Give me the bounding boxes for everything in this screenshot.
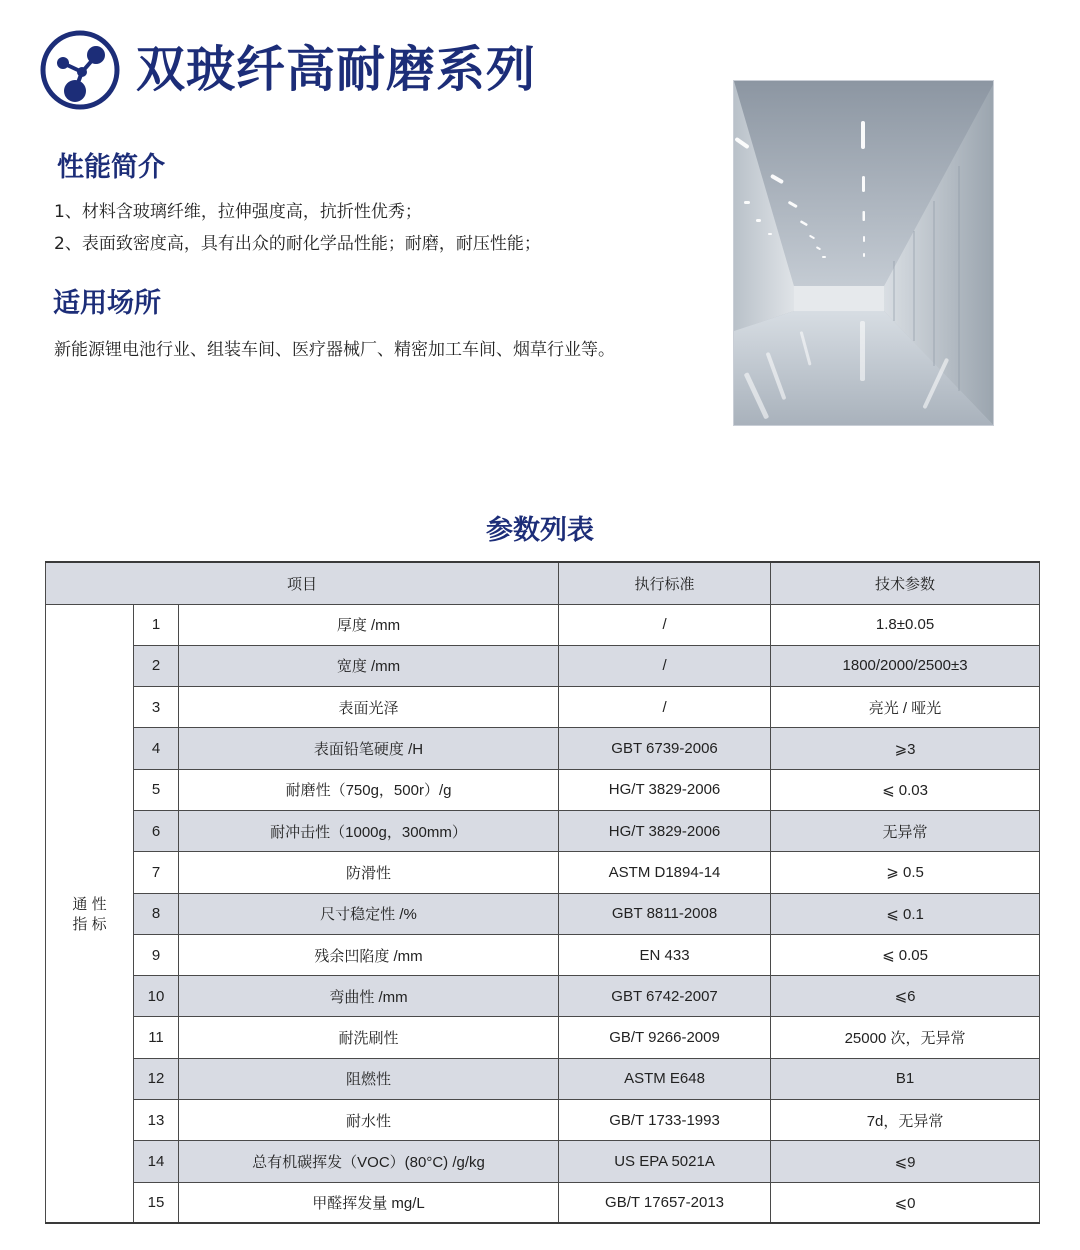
- table-row: [46, 769, 1040, 810]
- table-title: 参数列表: [486, 515, 594, 546]
- row-item: 尺寸稳定性 /%: [179, 893, 559, 934]
- row-number: 1: [134, 604, 179, 645]
- row-param: 25000 次，无异常: [771, 1017, 1040, 1058]
- application-text: 新能源锂电池行业、组装车间、医疗器械厂、精密加工车间、烟草行业等。: [54, 340, 615, 360]
- table-row: [46, 645, 1040, 686]
- row-standard: ASTM D1894-14: [559, 852, 771, 893]
- performance-line-1: 1、材料含玻璃纤维，拉伸强度高，抗折性优秀；: [54, 202, 422, 222]
- row-param: 无异常: [771, 810, 1040, 851]
- row-standard: HG/T 3829-2006: [559, 769, 771, 810]
- group-label-line: 通 性: [72, 896, 107, 914]
- row-standard: /: [559, 604, 771, 645]
- row-param: ⩾ 0.5: [771, 852, 1040, 893]
- row-number: 15: [134, 1182, 179, 1223]
- table-row: [46, 852, 1040, 893]
- row-standard: EN 433: [559, 934, 771, 975]
- row-standard: US EPA 5021A: [559, 1141, 771, 1182]
- row-standard: ASTM E648: [559, 1058, 771, 1099]
- row-item: 表面光泽: [179, 687, 559, 728]
- table-row: [46, 976, 1040, 1017]
- performance-heading: 性能简介: [57, 152, 165, 183]
- row-item: 总有机碳挥发（VOC）(80°C) /g/kg: [179, 1141, 559, 1182]
- row-number: 5: [134, 769, 179, 810]
- row-standard: HG/T 3829-2006: [559, 810, 771, 851]
- row-param: 1800/2000/2500±3: [771, 645, 1040, 686]
- row-param: 1.8±0.05: [771, 604, 1040, 645]
- row-param: ⩾3: [771, 728, 1040, 769]
- row-item: 耐水性: [179, 1100, 559, 1141]
- header-standard: 执行标准: [559, 562, 771, 604]
- row-item: 甲醛挥发量 mg/L: [179, 1182, 559, 1223]
- row-number: 8: [134, 893, 179, 934]
- row-number: 7: [134, 852, 179, 893]
- row-param: ⩽ 0.05: [771, 934, 1040, 975]
- row-number: 3: [134, 687, 179, 728]
- row-standard: /: [559, 687, 771, 728]
- row-number: 11: [134, 1017, 179, 1058]
- row-standard: GBT 6742-2007: [559, 976, 771, 1017]
- row-number: 13: [134, 1100, 179, 1141]
- row-param: 7d，无异常: [771, 1100, 1040, 1141]
- row-item: 宽度 /mm: [179, 645, 559, 686]
- row-item: 耐磨性（750g，500r）/g: [179, 769, 559, 810]
- table-row: [46, 893, 1040, 934]
- row-item: 厚度 /mm: [179, 604, 559, 645]
- row-param: ⩽0: [771, 1182, 1040, 1223]
- group-label: [46, 604, 134, 1223]
- row-number: 14: [134, 1141, 179, 1182]
- row-param: ⩽ 0.1: [771, 893, 1040, 934]
- row-param: B1: [771, 1058, 1040, 1099]
- row-standard: GBT 6739-2006: [559, 728, 771, 769]
- row-param: ⩽6: [771, 976, 1040, 1017]
- row-standard: /: [559, 645, 771, 686]
- table-row: [46, 1141, 1040, 1182]
- table-header-row: [46, 562, 1040, 604]
- row-param: 亮光 / 哑光: [771, 687, 1040, 728]
- row-param: ⩽9: [771, 1141, 1040, 1182]
- table-row: [46, 1017, 1040, 1058]
- table-row: [46, 810, 1040, 851]
- performance-line-2: 2、表面致密度高，具有出众的耐化学品性能；耐磨，耐压性能；: [54, 234, 541, 254]
- table-row: [46, 728, 1040, 769]
- row-standard: GBT 8811-2008: [559, 893, 771, 934]
- row-item: 弯曲性 /mm: [179, 976, 559, 1017]
- row-number: 9: [134, 934, 179, 975]
- page-title: 双玻纤高耐磨系列: [136, 41, 537, 98]
- row-number: 12: [134, 1058, 179, 1099]
- table-row: [46, 1058, 1040, 1099]
- application-heading: 适用场所: [53, 288, 161, 319]
- row-item: 耐冲击性（1000g，300mm）: [179, 810, 559, 851]
- row-number: 2: [134, 645, 179, 686]
- row-param: ⩽ 0.03: [771, 769, 1040, 810]
- table-row: [46, 1182, 1040, 1223]
- row-number: 6: [134, 810, 179, 851]
- table-row: [46, 1100, 1040, 1141]
- row-item: 表面铅笔硬度 /H: [179, 728, 559, 769]
- row-standard: GB/T 9266-2009: [559, 1017, 771, 1058]
- parameter-table: [45, 561, 1040, 1224]
- row-item: 残余凹陷度 /mm: [179, 934, 559, 975]
- group-label-line: 指 标: [72, 916, 107, 934]
- row-item: 耐洗刷性: [179, 1017, 559, 1058]
- header-item: 项目: [46, 562, 559, 604]
- cleanroom-corridor-photo: [733, 80, 994, 426]
- row-number: 10: [134, 976, 179, 1017]
- table-row: [46, 687, 1040, 728]
- row-item: 防滑性: [179, 852, 559, 893]
- row-number: 4: [134, 728, 179, 769]
- row-standard: GB/T 17657-2013: [559, 1182, 771, 1223]
- table-row: [46, 604, 1040, 645]
- row-standard: GB/T 1733-1993: [559, 1100, 771, 1141]
- table-row: [46, 934, 1040, 975]
- molecule-icon: [38, 28, 122, 112]
- header-param: 技术参数: [771, 562, 1040, 604]
- row-item: 阻燃性: [179, 1058, 559, 1099]
